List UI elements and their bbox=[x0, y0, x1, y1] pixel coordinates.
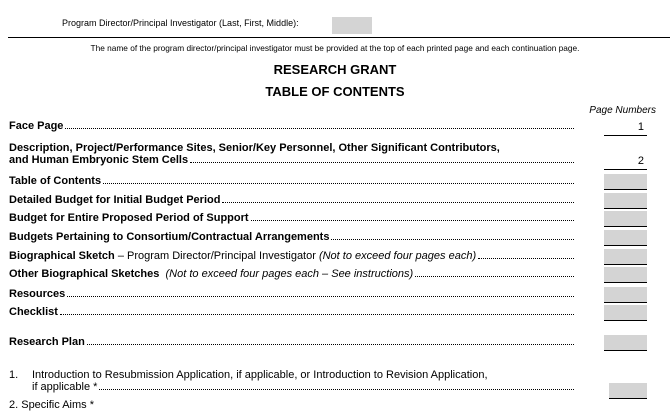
toc-entry-description bbox=[9, 142, 574, 166]
leader-dots bbox=[222, 201, 574, 203]
title-table-of-contents: TABLE OF CONTENTS bbox=[265, 84, 405, 99]
entry-label: Research Plan bbox=[9, 336, 85, 348]
entry-label-line2: and Human Embryonic Stem Cells bbox=[9, 154, 189, 166]
entry-label-detail: – Program Director/Principal Investigator bbox=[114, 250, 319, 262]
leader-dots bbox=[478, 257, 574, 259]
page-number-description[interactable] bbox=[604, 154, 647, 170]
toc-entry-entire-budget bbox=[9, 212, 574, 224]
page-number-item-1[interactable] bbox=[609, 383, 647, 399]
page-number-entire-budget[interactable] bbox=[604, 211, 647, 227]
page-number-other-biographical-sketches[interactable] bbox=[604, 267, 647, 283]
leader-dots bbox=[60, 313, 574, 315]
page-number-value bbox=[644, 231, 647, 243]
toc-entry-detailed-budget bbox=[9, 194, 574, 206]
page-numbers-header: Page Numbers bbox=[589, 105, 656, 116]
page-number-value: 2 bbox=[637, 155, 644, 167]
leader-dots bbox=[331, 238, 574, 240]
page-number-value bbox=[644, 194, 647, 206]
entry-label-line1: Description, Project/Performance Sites, Senior/Key Personnel, Other Significant Contributors, bbox=[9, 142, 500, 154]
page-number-face-page[interactable] bbox=[604, 120, 647, 136]
toc-entry-face-page bbox=[9, 120, 574, 132]
page-number-consortium[interactable] bbox=[604, 230, 647, 246]
toc-entry-table-of-contents bbox=[9, 175, 574, 187]
toc-entry-biographical-sketch bbox=[9, 250, 574, 262]
page-number-value bbox=[644, 306, 647, 318]
page-number-research-plan[interactable] bbox=[604, 335, 647, 351]
item-number: 1. bbox=[9, 369, 19, 381]
entry-label: Checklist bbox=[9, 306, 58, 318]
page-number-resources[interactable] bbox=[604, 287, 647, 303]
page-number-detailed-budget[interactable] bbox=[604, 193, 647, 209]
toc-entry-checklist bbox=[9, 306, 574, 318]
page-number-table-of-contents[interactable] bbox=[604, 174, 647, 190]
entry-label: Resources bbox=[9, 288, 66, 300]
toc-entry-resources bbox=[9, 288, 574, 300]
entry-label-note: (Not to exceed four pages each – See instructions) bbox=[165, 268, 414, 280]
entry-label: Budgets Pertaining to Consortium/Contractual Arrangements bbox=[9, 231, 330, 243]
page-number-value bbox=[644, 175, 647, 187]
pi-label: Program Director/Principal Investigator (Last, First, Middle): bbox=[62, 18, 299, 28]
research-plan-item-1 bbox=[9, 369, 574, 393]
notice-text: The name of the program director/principal investigator must be provided at the top of each printed page and each continuation page. bbox=[90, 43, 580, 53]
toc-entry-other-biographical-sketches bbox=[9, 268, 574, 280]
page-number-checklist[interactable] bbox=[604, 305, 647, 321]
leader-dots bbox=[251, 219, 574, 221]
entry-label: Face Page bbox=[9, 120, 64, 132]
leader-dots bbox=[190, 161, 574, 163]
research-plan-item-2: 2. Specific Aims * bbox=[9, 399, 94, 411]
leader-dots bbox=[65, 127, 574, 129]
toc-entry-consortium bbox=[9, 231, 574, 243]
page-number-value bbox=[644, 268, 647, 280]
page-number-value bbox=[644, 288, 647, 300]
toc-entry-research-plan bbox=[9, 336, 574, 348]
leader-dots bbox=[103, 182, 574, 184]
item-label-line2: if applicable * bbox=[32, 381, 98, 393]
page-number-value bbox=[644, 336, 647, 348]
page-number-value bbox=[644, 212, 647, 224]
page-number-value bbox=[644, 250, 647, 262]
pi-name-field[interactable] bbox=[332, 17, 372, 34]
entry-label-note: (Not to exceed four pages each) bbox=[318, 250, 477, 262]
leader-dots bbox=[415, 275, 574, 277]
leader-dots bbox=[87, 343, 574, 345]
title-research-grant: RESEARCH GRANT bbox=[273, 62, 397, 77]
page-number-value: 1 bbox=[637, 121, 644, 133]
entry-label: Detailed Budget for Initial Budget Period bbox=[9, 194, 221, 206]
page-number-biographical-sketch[interactable] bbox=[604, 249, 647, 265]
top-rule bbox=[8, 37, 670, 38]
page-number-value bbox=[644, 384, 647, 396]
entry-label: Biographical Sketch bbox=[9, 250, 115, 262]
entry-label: Table of Contents bbox=[9, 175, 102, 187]
item-label-line1: Introduction to Resubmission Application, if applicable, or Introduction to Revision Application, bbox=[32, 369, 488, 381]
entry-label: Other Biographical Sketches bbox=[9, 268, 160, 280]
leader-dots bbox=[67, 295, 574, 297]
entry-label: Budget for Entire Proposed Period of Support bbox=[9, 212, 249, 224]
leader-dots bbox=[99, 388, 574, 390]
